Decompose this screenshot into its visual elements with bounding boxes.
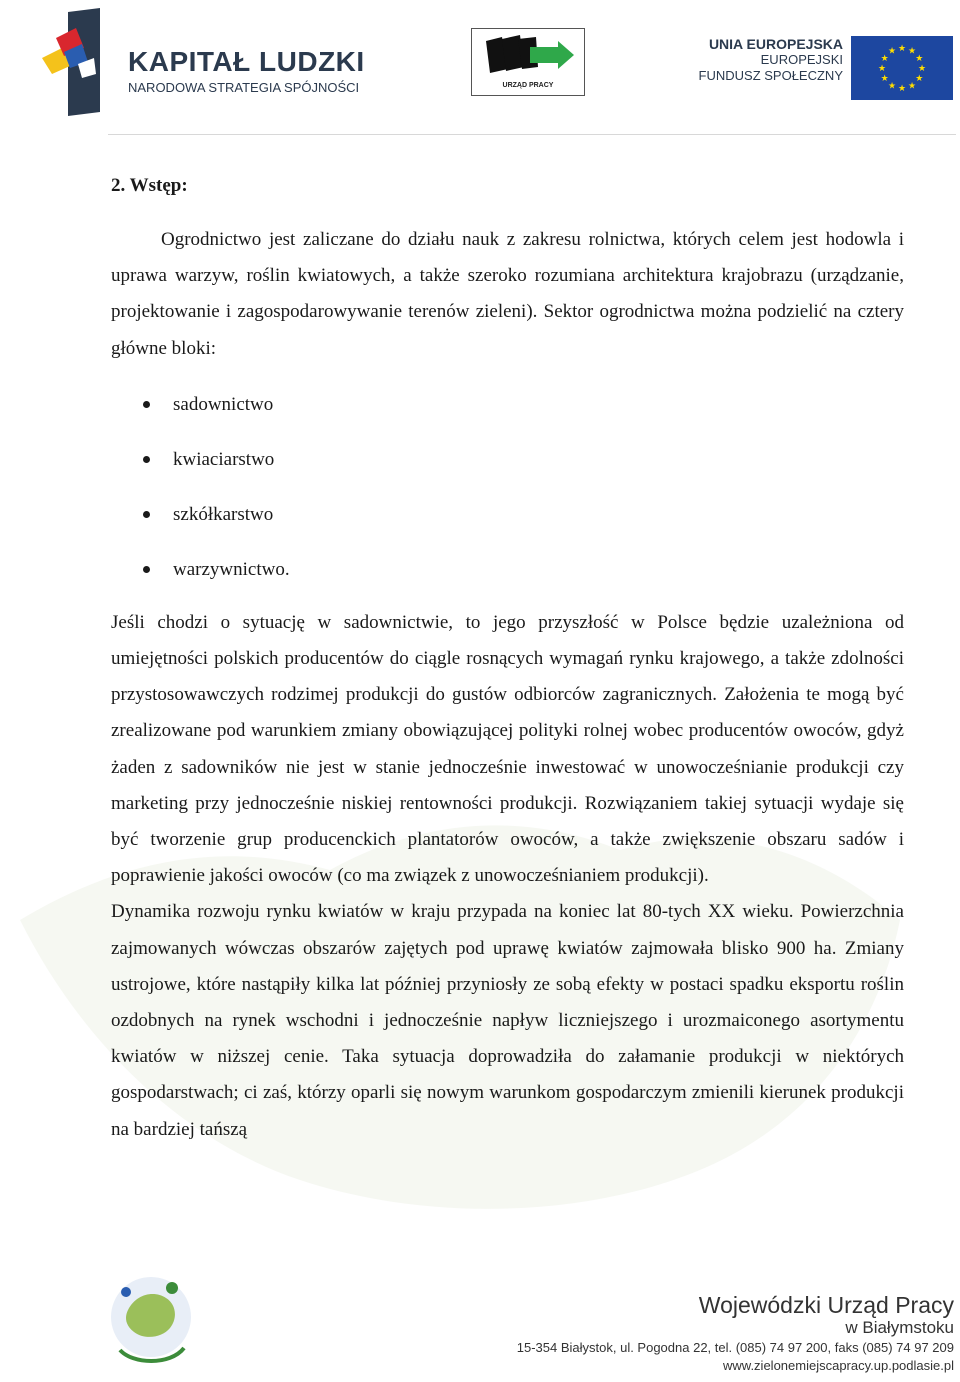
urzad-pracy-logo [471, 28, 585, 96]
eu-line-3: FUNDUSZ SPOŁECZNY [698, 68, 843, 83]
eu-star-icon: ★ [907, 80, 917, 91]
eu-star-icon: ★ [880, 53, 889, 63]
eu-star-icon: ★ [907, 45, 917, 56]
section-heading: 2. Wstęp: [111, 175, 188, 196]
eu-star-icon: ★ [877, 63, 887, 73]
list-item: szkółkarstwo [111, 487, 904, 542]
institution-address: 15-354 Białystok, ul. Pogodna 22, tel. (085) 74 97 200, faks (085) 74 97 209 [516, 1340, 954, 1355]
page-header [0, 0, 960, 140]
eu-star-icon: ★ [915, 73, 924, 83]
urzad-pracy-emblem-icon [472, 29, 584, 81]
project-website-link[interactable]: www.zielonemiejscapracy.up.podlasie.pl [723, 1358, 954, 1373]
kapital-ludzki-emblem-icon [38, 8, 102, 118]
partnership-green-jobs-icon [92, 1258, 210, 1376]
flower-market-paragraph: Dynamika rozwoju rynku kwiatów w kraju przypada na koniec lat 80-tych XX wieku. Powierzchnia zajmowanych wówczas obszarów zajętych pod uprawę kwiatów zajmowała blisko 900 ha. Zmiany ustrojowe, które nastąpiły kilka lat później przyniosły ze sobą efekty w postaci spadku eksportu roślin ozdobnych na rynek wschodni i jednocześnie napływ liczniejszego i urozmaiconego asortymentu kwiatów w niższej cenie. Taka sytuacja doprowadziła do załamanie produkcji w niektórych gospodarstwach; ci zaś, którzy oparli się nowym warunkom gospodarczym zmienili kierunek produkcji na bardziej tańszą [111, 901, 904, 1140]
eu-fund-logo [690, 36, 955, 100]
kapital-ludzki-logo [38, 8, 368, 118]
eu-line-2: EUROPEJSKI [760, 52, 843, 67]
institution-city: w Białymstoku [845, 1318, 954, 1337]
partnership-logo [92, 1258, 210, 1376]
eu-star-icon: ★ [887, 45, 897, 56]
sector-list [111, 377, 904, 597]
header-divider [108, 134, 956, 135]
page-footer [0, 1250, 960, 1382]
fruit-growing-paragraph: Jeśli chodzi o sytuację w sadownictwie, to jego przyszłość w Polsce będzie uzależniona od umiejętności polskich producentów do ciągle rosnących wymagań rynku krajowego, a także zdolności przystosowawczych rodzimej produkcji do gustów odbiorców zagranicznych. Założenia te mogą być zrealizowane pod warunkiem zmiany obowiązującej polityki rolnej wobec producentów owoców, gdyż żaden z sadowników nie jest w stanie jednocześnie inwestować w unowocześnianie produkcji czy marketing przy jednocześnie niskiej rentowności produkcji. Rozwiązaniem takiej sytuacji wydaje się być tworzenie grup producenckich plantatorów owoców, a także zwiększenie obszaru sadów i poprawienie jakości owoców (co ma związek z unowocześnianiem produkcji). [111, 611, 904, 887]
eu-star-icon: ★ [880, 73, 889, 83]
eu-star-icon: ★ [897, 43, 907, 53]
eu-flag-icon [851, 36, 953, 100]
list-item: sadownictwo [111, 377, 904, 432]
eu-star-icon: ★ [887, 80, 897, 91]
intro-paragraph: Ogrodnictwo jest zaliczane do działu nauk z zakresu rolnictwa, których celem jest hodowla i uprawa warzyw, roślin kwiatowych, a także szeroko rozumiana architektura krajobrazu (urządzanie, projektowanie i zagospodarowywanie terenów zieleni). Sektor ogrodnictwa można podzielić na cztery główne bloki: [111, 229, 904, 359]
institution-name: Wojewódzki Urząd Pracy [698, 1292, 954, 1318]
eu-star-icon: ★ [897, 83, 907, 93]
eu-line-1: UNIA EUROPEJSKA [708, 36, 843, 52]
list-item: kwiaciarstwo [111, 432, 904, 487]
eu-star-icon: ★ [915, 53, 924, 63]
kapital-ludzki-title: KAPITAŁ LUDZKI [128, 46, 365, 77]
urzad-pracy-label: URZĄD PRACY [502, 82, 554, 89]
eu-star-icon: ★ [917, 63, 927, 73]
document-body [111, 168, 904, 1148]
kapital-ludzki-subtitle: NARODOWA STRATEGIA SPÓJNOŚCI [128, 80, 360, 95]
eu-text-block [699, 36, 843, 84]
eu-stars-icon [851, 36, 953, 100]
list-item: warzywnictwo. [111, 542, 904, 597]
